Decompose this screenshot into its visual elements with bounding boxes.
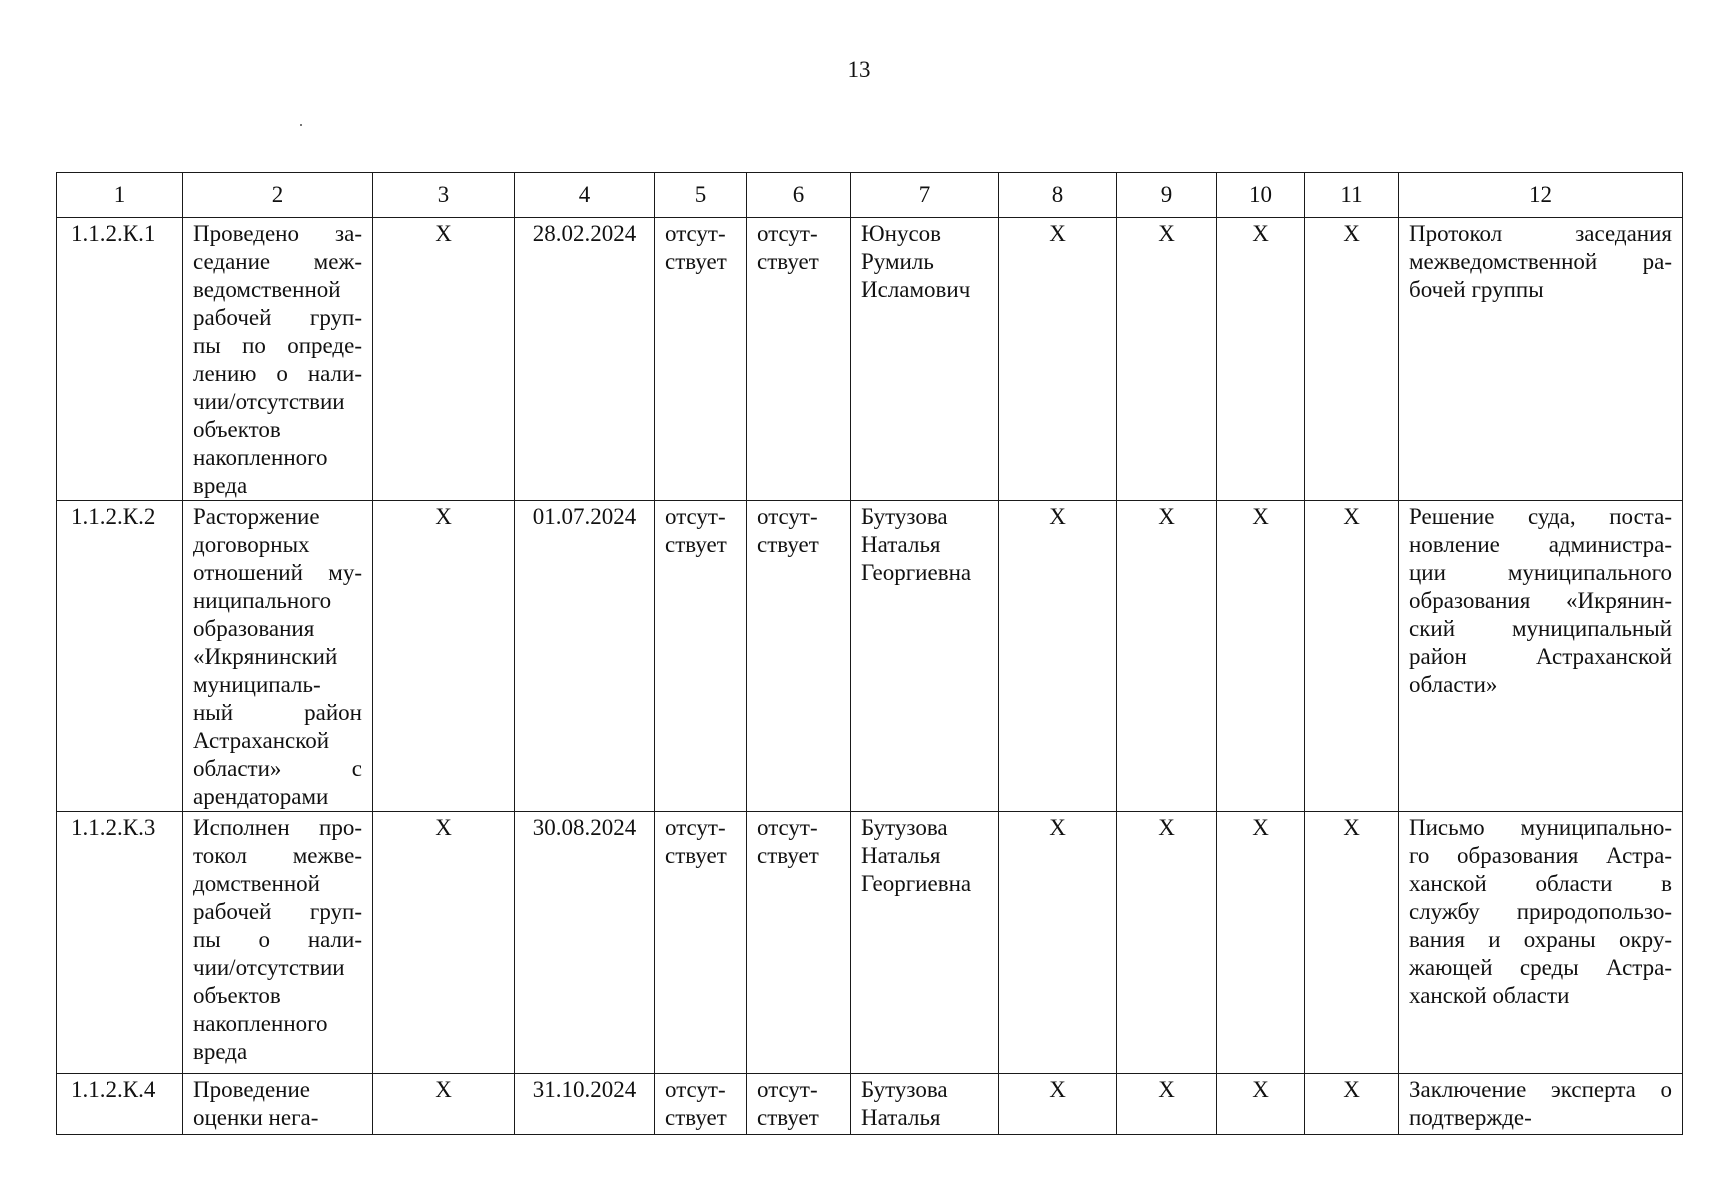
document-cell-line: Письмо муниципально- <box>1409 815 1672 840</box>
measures-table <box>56 172 1683 1135</box>
responsible-cell-line: Наталья <box>861 1105 941 1130</box>
event-cell-line: вреда <box>193 1039 248 1064</box>
absent-cell-line: отсут- <box>757 504 818 529</box>
event-cell-line: накопленного <box>193 445 328 470</box>
mark-cell <box>999 812 1117 1074</box>
document-cell <box>1399 501 1683 812</box>
event-cell-line: ниципального <box>193 588 332 613</box>
mark-cell-text: X <box>1252 504 1269 529</box>
event-cell-line: Проведено за- <box>193 221 362 246</box>
header-cell: 5 <box>655 173 747 218</box>
absent-cell <box>655 218 747 501</box>
code-cell <box>57 1074 183 1135</box>
absent-cell-line: ствует <box>757 532 819 557</box>
event-cell-line: объектов <box>193 417 281 442</box>
document-cell <box>1399 812 1683 1074</box>
event-cell-line: Расторжение <box>193 504 320 529</box>
event-cell-line: вреда <box>193 473 248 498</box>
document-cell-line: ции муниципального <box>1409 560 1672 585</box>
header-cell: 10 <box>1217 173 1305 218</box>
event-cell-line: ведомственной <box>193 277 341 302</box>
table-row <box>57 812 1683 1074</box>
mark-cell-text: X <box>1343 815 1360 840</box>
date-cell-text: 30.08.2024 <box>532 815 637 840</box>
event-cell-line: чии/отсутствии <box>193 955 345 980</box>
mark-cell <box>1305 1074 1399 1135</box>
absent-cell <box>747 1074 851 1135</box>
document-cell-line: образования «Икрянин- <box>1409 588 1672 613</box>
mark-cell <box>1117 501 1217 812</box>
mark-cell-text: X <box>1049 815 1066 840</box>
absent-cell-line: ствует <box>757 843 819 868</box>
absent-cell <box>747 812 851 1074</box>
event-cell-line: договорных <box>193 532 310 557</box>
absent-cell-line: ствует <box>665 843 727 868</box>
header-cell: 6 <box>747 173 851 218</box>
mark-cell-text: X <box>1252 1077 1269 1102</box>
responsible-cell <box>851 501 999 812</box>
responsible-cell-line: Наталья <box>861 843 941 868</box>
responsible-cell-line: Георгиевна <box>861 871 972 896</box>
mark-cell-text: X <box>1343 504 1360 529</box>
header-cell: 7 <box>851 173 999 218</box>
mark-cell <box>373 218 515 501</box>
mark-cell-text: X <box>1158 221 1175 246</box>
event-cell-line: домственной <box>193 871 320 896</box>
code-cell-text: 1.1.2.К.2 <box>71 504 156 529</box>
event-cell-line: оценки нега- <box>193 1105 319 1130</box>
document-cell-line: подтвержде- <box>1409 1105 1532 1130</box>
mark-cell-text: X <box>435 504 452 529</box>
mark-cell <box>373 1074 515 1135</box>
mark-cell <box>1305 812 1399 1074</box>
mark-cell <box>999 501 1117 812</box>
absent-cell-line: ствует <box>665 532 727 557</box>
event-cell-line: области» с <box>193 756 362 781</box>
mark-cell <box>1117 218 1217 501</box>
event-cell-line: объектов <box>193 983 281 1008</box>
document-cell-line: новление администра- <box>1409 532 1672 557</box>
event-cell-line: лению о нали- <box>193 361 362 386</box>
absent-cell-line: отсут- <box>757 815 818 840</box>
mark-cell-text: X <box>1252 815 1269 840</box>
absent-cell-line: отсут- <box>665 504 726 529</box>
event-cell <box>183 218 373 501</box>
absent-cell <box>655 812 747 1074</box>
mark-cell-text: X <box>435 1077 452 1102</box>
document-cell-line: ханской области <box>1409 983 1570 1008</box>
mark-cell <box>1117 812 1217 1074</box>
responsible-cell-line: Наталья <box>861 532 941 557</box>
mark-cell-text: X <box>1049 1077 1066 1102</box>
code-cell-text: 1.1.2.К.3 <box>71 815 156 840</box>
absent-cell-line: ствует <box>757 1105 819 1130</box>
absent-cell-line: ствует <box>757 249 819 274</box>
mark-cell-text: X <box>1158 1077 1175 1102</box>
date-cell <box>515 1074 655 1135</box>
document-cell-line: Протокол заседания <box>1409 221 1672 246</box>
responsible-cell <box>851 218 999 501</box>
absent-cell-line: отсут- <box>757 1077 818 1102</box>
event-cell-line: седание меж- <box>193 249 362 274</box>
document-cell-line: жающей среды Астра- <box>1409 955 1672 980</box>
document-cell-line: службу природопользо- <box>1409 899 1672 924</box>
document-cell-line: ский муниципальный <box>1409 616 1672 641</box>
absent-cell-line: отсут- <box>665 1077 726 1102</box>
document-cell-line: район Астраханской <box>1409 644 1672 669</box>
event-cell <box>183 501 373 812</box>
event-cell-line: муниципаль- <box>193 672 321 697</box>
date-cell-text: 01.07.2024 <box>532 504 637 529</box>
mark-cell-text: X <box>435 221 452 246</box>
scan-artifact-dot <box>300 124 302 126</box>
event-cell-line: Астраханской <box>193 728 330 753</box>
mark-cell <box>999 218 1117 501</box>
event-cell-line: «Икрянинский <box>193 644 338 669</box>
responsible-cell-line: Бутузова <box>861 815 948 840</box>
absent-cell-line: отсут- <box>665 815 726 840</box>
event-cell-line: образования <box>193 616 315 641</box>
mark-cell-text: X <box>1049 504 1066 529</box>
document-cell-line: межведомственной ра- <box>1409 249 1672 274</box>
event-cell-line: токол межве- <box>193 843 362 868</box>
event-cell <box>183 1074 373 1135</box>
header-cell: 12 <box>1399 173 1683 218</box>
event-cell-line: отношений му- <box>193 560 362 585</box>
event-cell-line: Проведение <box>193 1077 310 1102</box>
event-cell-line: чии/отсутствии <box>193 389 345 414</box>
header-cell: 2 <box>183 173 373 218</box>
date-cell <box>515 501 655 812</box>
event-cell-line: пы по опреде- <box>193 333 362 358</box>
code-cell <box>57 218 183 501</box>
page-number: 13 <box>847 57 871 82</box>
document-cell-line: Решение суда, поста- <box>1409 504 1672 529</box>
mark-cell <box>1217 218 1305 501</box>
absent-cell-line: отсут- <box>757 221 818 246</box>
responsible-cell-line: Румиль <box>861 249 934 274</box>
header-cell: 3 <box>373 173 515 218</box>
mark-cell-text: X <box>435 815 452 840</box>
mark-cell-text: X <box>1049 221 1066 246</box>
header-cell: 8 <box>999 173 1117 218</box>
responsible-cell <box>851 1074 999 1135</box>
mark-cell <box>1305 501 1399 812</box>
table-row <box>57 1074 1683 1135</box>
header-cell: 1 <box>57 173 183 218</box>
mark-cell <box>373 812 515 1074</box>
document-cell-line: ханской области в <box>1409 871 1672 896</box>
mark-cell <box>1217 501 1305 812</box>
absent-cell-line: ствует <box>665 249 727 274</box>
responsible-cell <box>851 812 999 1074</box>
mark-cell-text: X <box>1252 221 1269 246</box>
absent-cell <box>747 218 851 501</box>
table-row <box>57 501 1683 812</box>
header-cell: 11 <box>1305 173 1399 218</box>
mark-cell <box>1217 812 1305 1074</box>
mark-cell-text: X <box>1343 221 1360 246</box>
event-cell-line: арендаторами <box>193 784 329 809</box>
code-cell <box>57 501 183 812</box>
event-cell-line: ный район <box>193 700 362 725</box>
code-cell-text: 1.1.2.К.4 <box>71 1077 156 1102</box>
absent-cell <box>655 1074 747 1135</box>
document-cell <box>1399 1074 1683 1135</box>
responsible-cell-line: Бутузова <box>861 504 948 529</box>
absent-cell-line: ствует <box>665 1105 727 1130</box>
date-cell-text: 28.02.2024 <box>532 221 637 246</box>
event-cell-line: рабочей груп- <box>193 899 362 924</box>
absent-cell <box>655 501 747 812</box>
responsible-cell-line: Юнусов <box>861 221 942 246</box>
mark-cell <box>373 501 515 812</box>
mark-cell <box>999 1074 1117 1135</box>
date-cell <box>515 218 655 501</box>
event-cell-line: Исполнен про- <box>193 815 362 840</box>
header-cell: 9 <box>1117 173 1217 218</box>
event-cell-line: накопленного <box>193 1011 328 1036</box>
event-cell-line: пы о нали- <box>193 927 362 952</box>
document-cell-line: бочей группы <box>1409 277 1544 302</box>
code-cell <box>57 812 183 1074</box>
mark-cell <box>1305 218 1399 501</box>
responsible-cell-line: Исламович <box>861 277 971 302</box>
mark-cell-text: X <box>1158 815 1175 840</box>
mark-cell <box>1117 1074 1217 1135</box>
date-cell-text: 31.10.2024 <box>532 1077 637 1102</box>
document-cell-line: вания и охраны окру- <box>1409 927 1672 952</box>
absent-cell <box>747 501 851 812</box>
responsible-cell-line: Бутузова <box>861 1077 948 1102</box>
responsible-cell-line: Георгиевна <box>861 560 972 585</box>
document-cell-line: Заключение эксперта о <box>1409 1077 1672 1102</box>
document-cell-line: области» <box>1409 672 1498 697</box>
table-row <box>57 218 1683 501</box>
absent-cell-line: отсут- <box>665 221 726 246</box>
header-row <box>57 173 1683 218</box>
document-cell <box>1399 218 1683 501</box>
date-cell <box>515 812 655 1074</box>
event-cell <box>183 812 373 1074</box>
mark-cell-text: X <box>1158 504 1175 529</box>
mark-cell <box>1217 1074 1305 1135</box>
mark-cell-text: X <box>1343 1077 1360 1102</box>
document-cell-line: го образования Астра- <box>1409 843 1672 868</box>
header-cell: 4 <box>515 173 655 218</box>
code-cell-text: 1.1.2.К.1 <box>71 221 156 246</box>
event-cell-line: рабочей груп- <box>193 305 362 330</box>
